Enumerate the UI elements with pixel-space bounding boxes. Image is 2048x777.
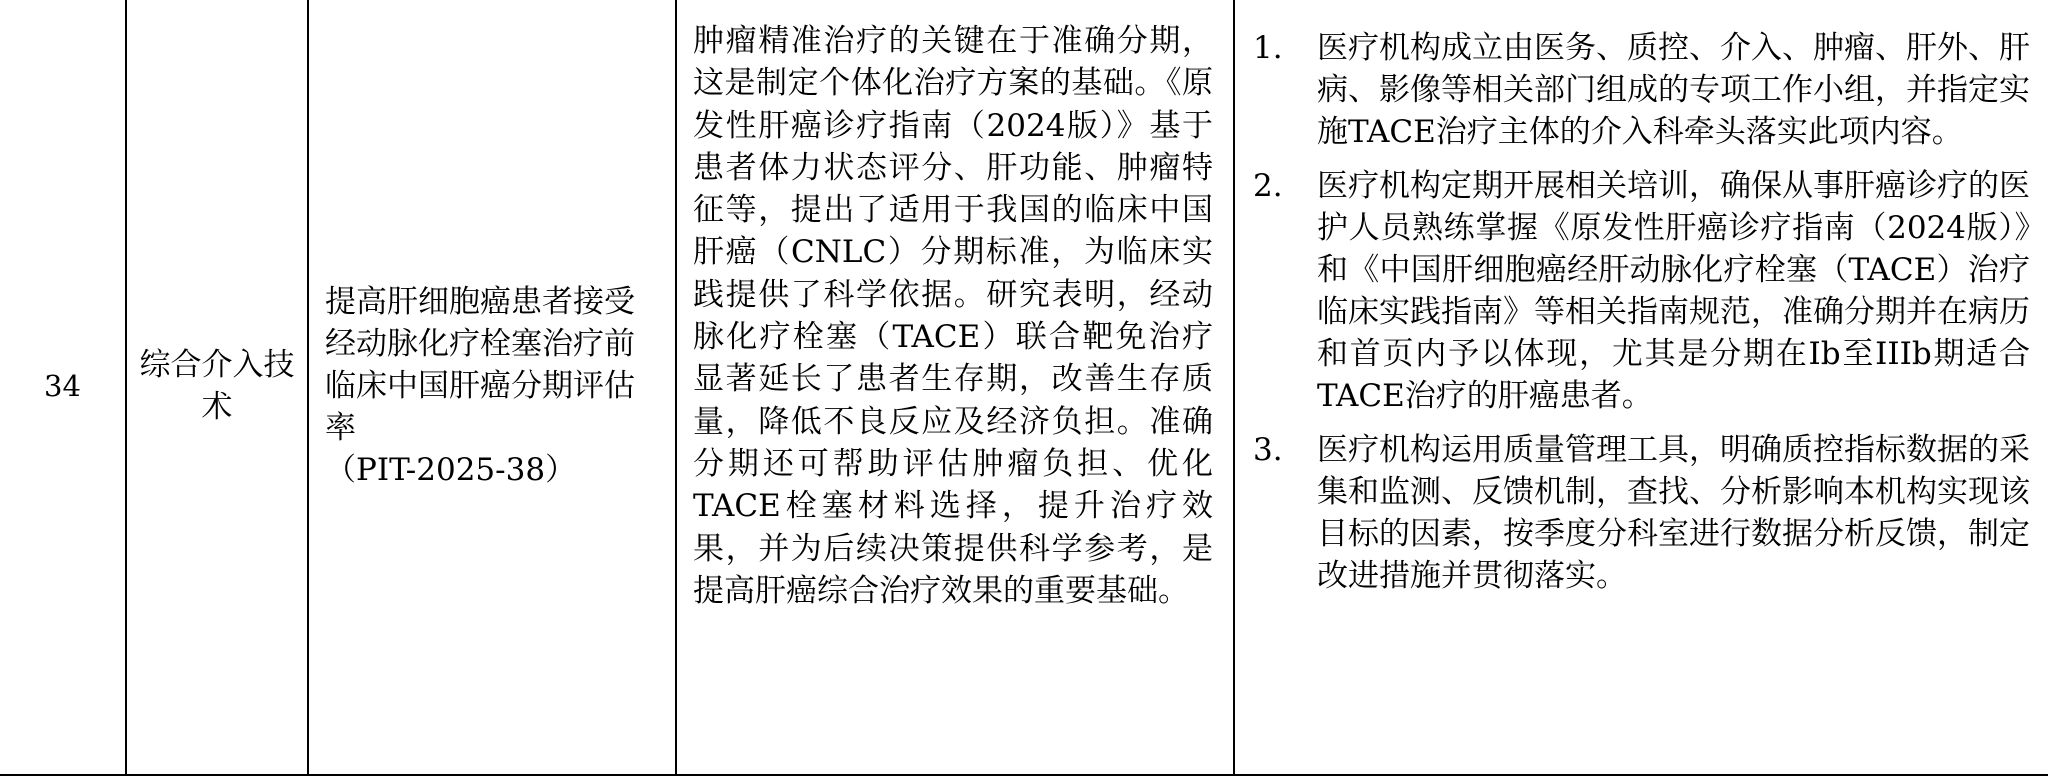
measure-item [1253,165,2030,417]
measures-cell [1234,0,2048,775]
measure-item [1253,429,2030,597]
goal-title: 提高肝细胞癌患者接受经动脉化疗栓塞治疗前临床中国肝癌分期评估率 [325,284,635,446]
description-cell: 肿瘤精准治疗的关键在于准确分期，这是制定个体化治疗方案的基础。《原发性肝癌诊疗指南（2024版）》基于患者体力状态评分、肝功能、肿瘤特征等，提出了适用于我国的临床中国肝癌（CNLC）分期标准，为临床实践提供了科学依据。研究表明，经动脉化疗栓塞（TACE）联合靶免治疗显著延长了患者生存期，改善生存质量，降低不良反应及经济负担。准确分期还可帮助评估肿瘤负担、优化TACE栓塞材料选择，提升治疗效果，并为后续决策提供科学参考，是提高肝癌综合治疗效果的重要基础。 [676,0,1234,775]
category-cell: 综合介入技术 [126,0,308,775]
measure-number: 2. [1253,168,1283,204]
measure-text: 医疗机构运用质量管理工具，明确质控指标数据的采集和监测、反馈机制，查找、分析影响本机构实现该目标的因素，按季度分科室进行数据分析反馈，制定改进措施并贯彻落实。 [1317,432,2030,594]
row-number: 34 [0,0,126,775]
measure-number: 3. [1253,432,1283,468]
measure-item [1253,27,2030,153]
measure-text: 医疗机构成立由医务、质控、介入、肿瘤、肝外、肝病、影像等相关部门组成的专项工作小组，并指定实施TACE治疗主体的介入科牵头落实此项内容。 [1317,30,2030,150]
goal-cell [308,0,676,775]
measure-number: 1. [1253,30,1283,66]
measure-text: 医疗机构定期开展相关培训，确保从事肝癌诊疗的医护人员熟练掌握《原发性肝癌诊疗指南（2024版）》和《中国肝细胞癌经肝动脉化疗栓塞（TACE）治疗临床实践指南》等相关指南规范，准确分期并在病历和首页内予以体现，尤其是分期在Ib至IIIb期适合TACE治疗的肝癌患者。 [1317,168,2030,414]
goal-code: （PIT-2025-38） [325,452,577,488]
